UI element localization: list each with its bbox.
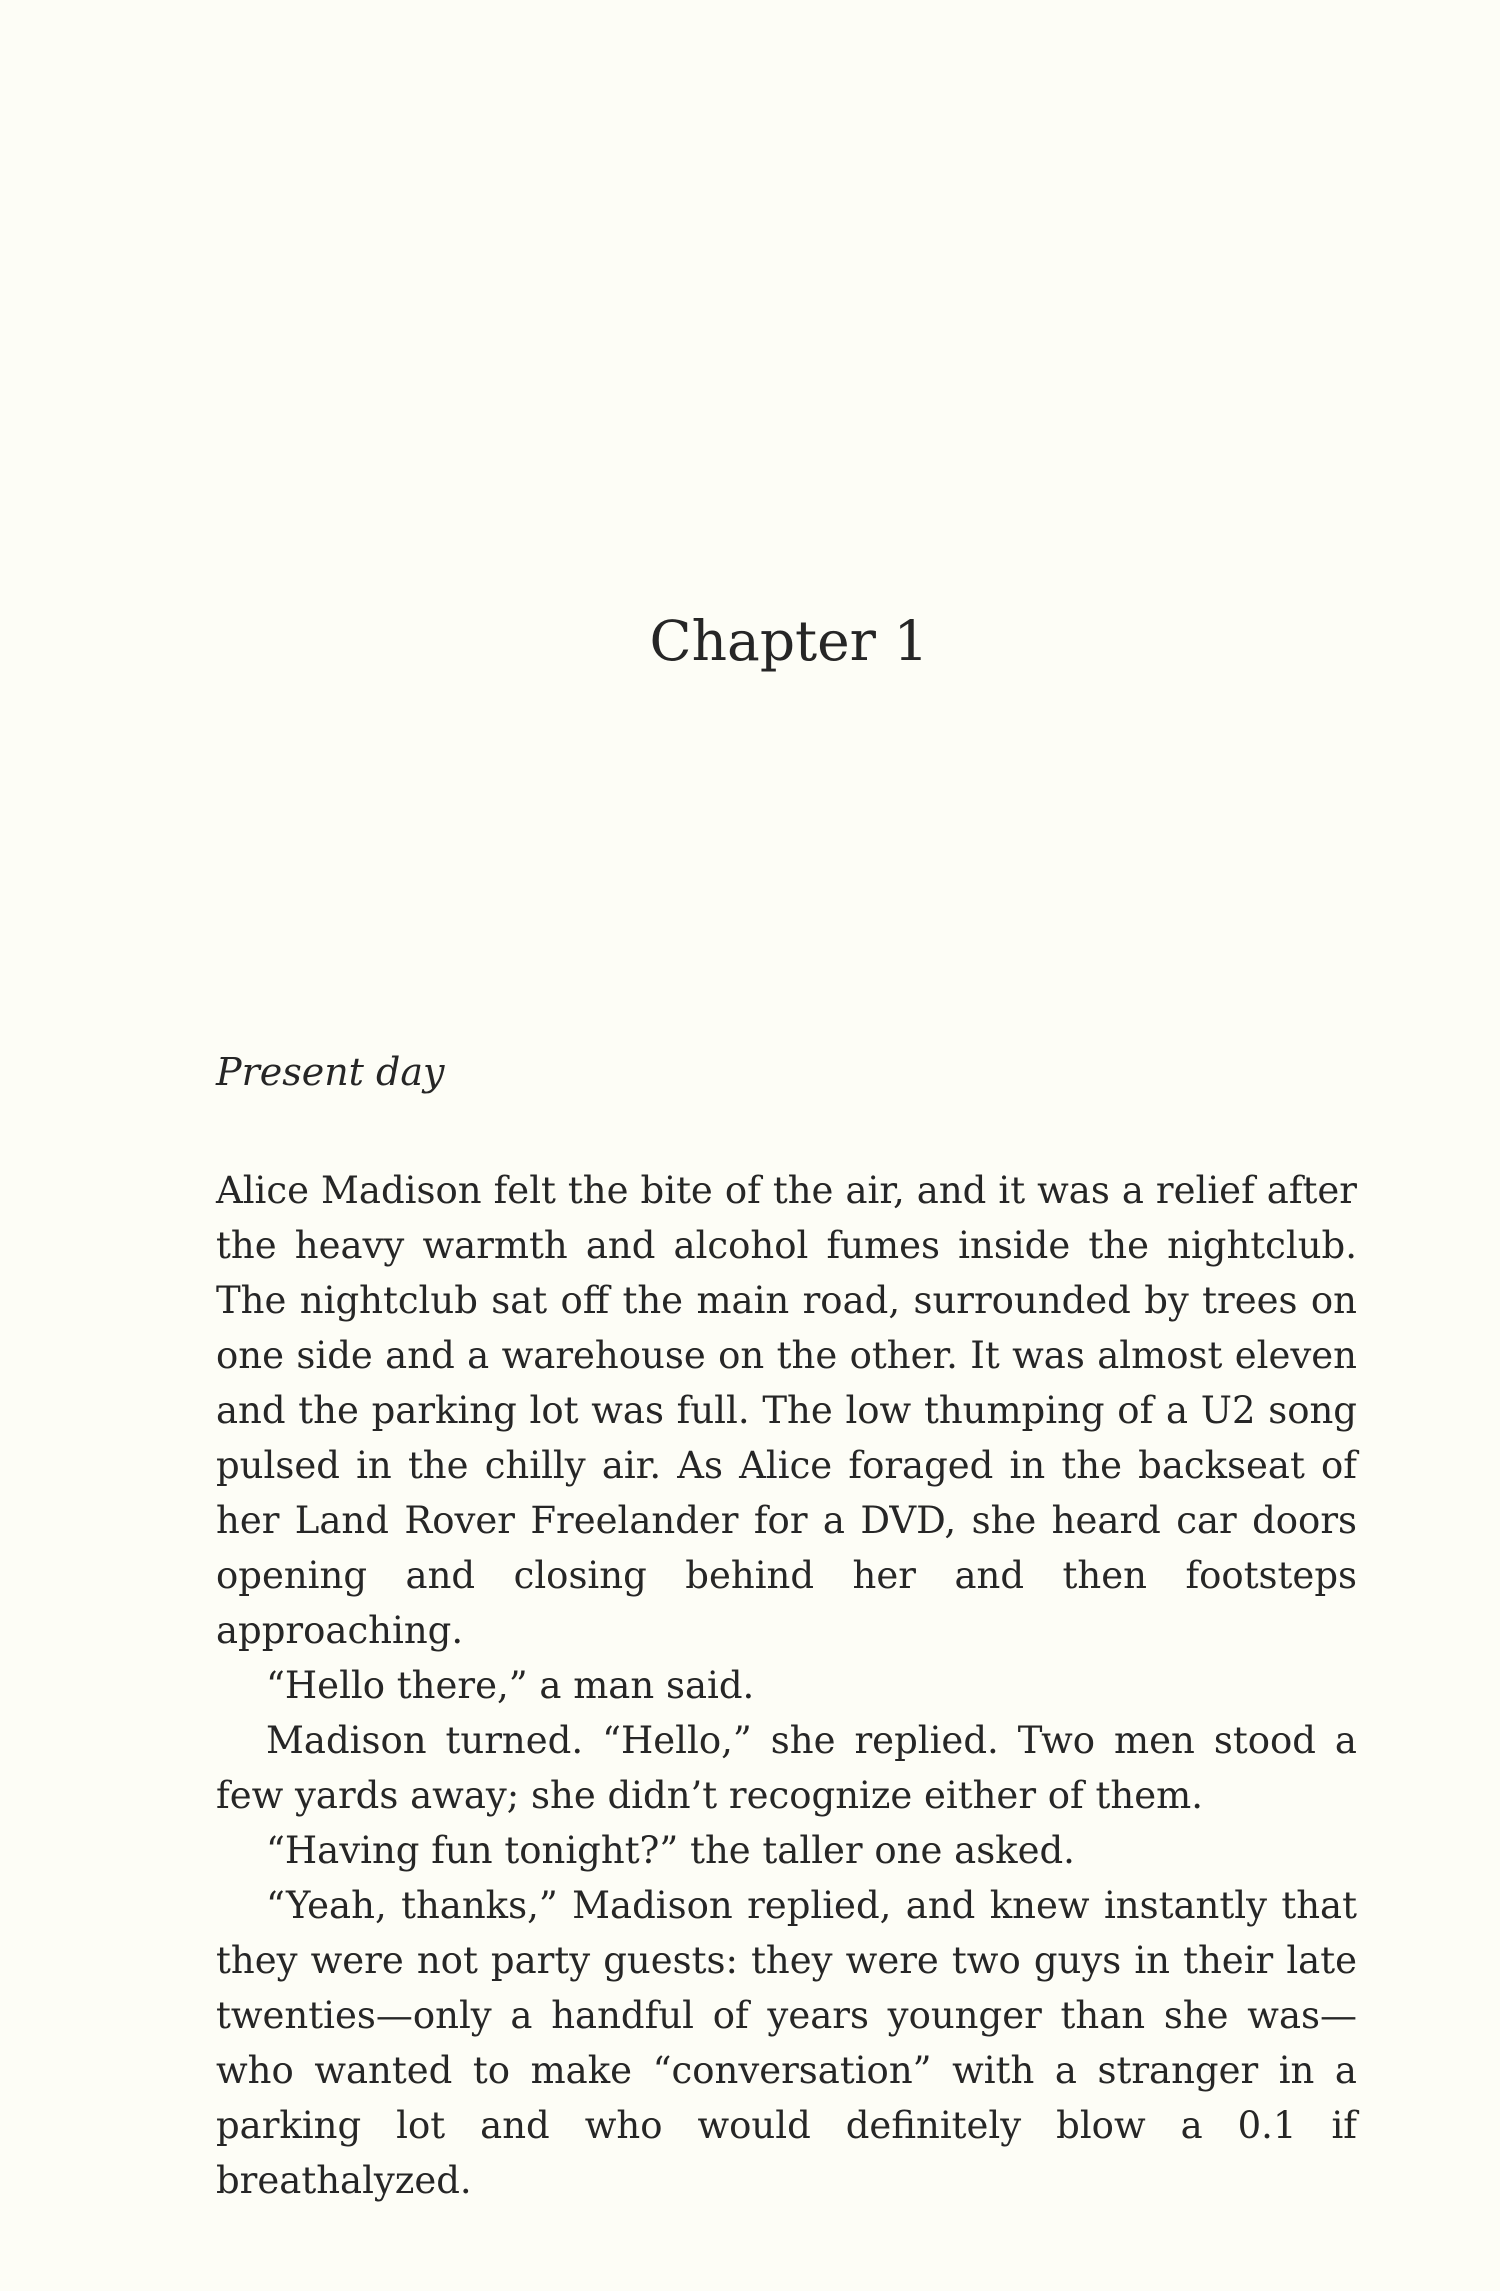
paragraph: “Yeah, thanks,” Madison replied, and knew instantly that they were not party guests: they were two guys in their late twenties—only a handful of years younger than she was—who wanted to make “conversation” with a stranger in a parking lot and who would definitely blow a 0.1 if breathalyzed. bbox=[216, 1884, 1357, 2202]
paragraph: “Hello there,” a man said. bbox=[266, 1664, 755, 1707]
section-label: Present day bbox=[216, 1050, 445, 1094]
paragraph: Alice Madison felt the bite of the air, and it was a relief after the heavy warmth and alcohol fumes inside the nightclub. The nightclub sat off the main road, surrounded by trees on one side and a warehouse on the other. It was almost eleven and the parking lot was full. The low thumping of a U2 song pulsed in the chilly air. As Alice foraged in the backseat of her Land Rover Freelander for a DVD, she heard car doors opening and closing behind her and then footsteps approaching. bbox=[216, 1169, 1357, 1652]
body-text bbox=[216, 1163, 1357, 2208]
paragraph: Madison turned. “Hello,” she replied. Two men stood a few yards away; she didn’t recognize either of them. bbox=[216, 1719, 1357, 1817]
chapter-title: Chapter 1 bbox=[649, 609, 929, 673]
paragraph: “Having fun tonight?” the taller one asked. bbox=[266, 1829, 1075, 1872]
